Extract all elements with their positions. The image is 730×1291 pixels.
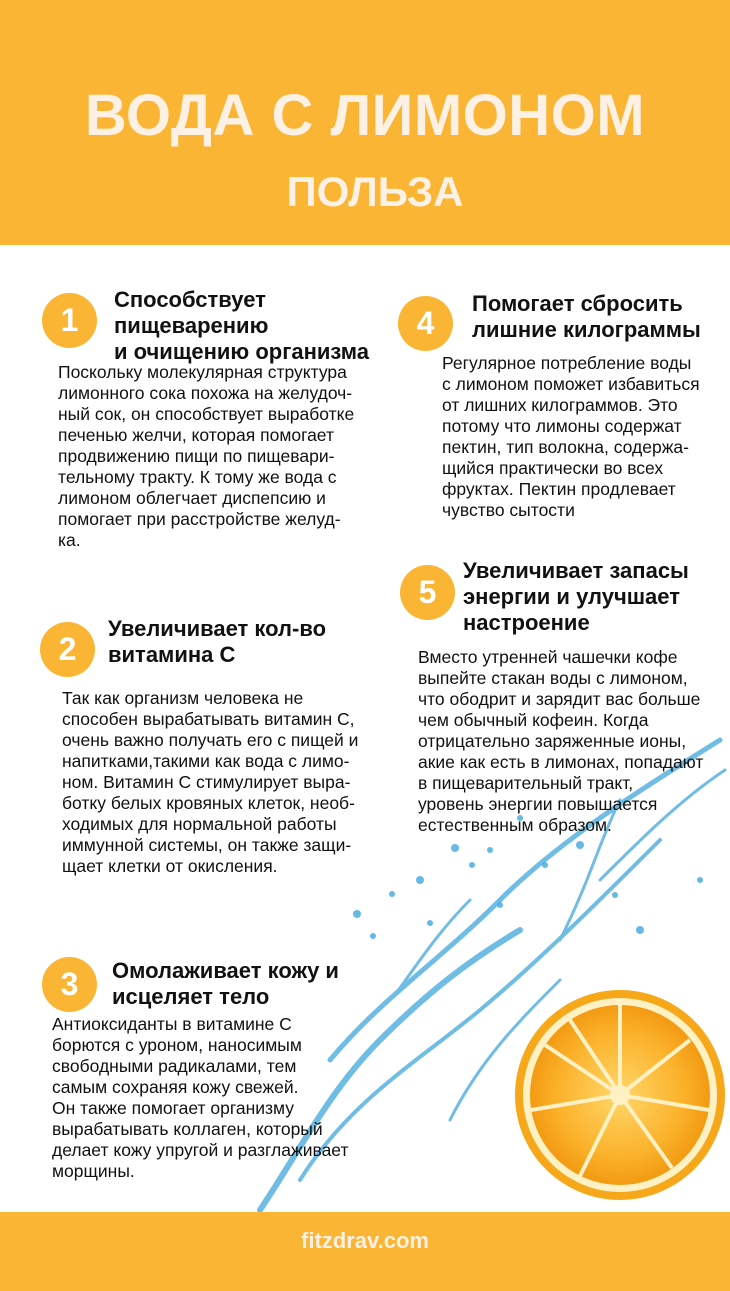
item-2-heading: Увеличивает кол-во витамина С: [108, 616, 327, 667]
item-4-heading: Помогает сбросить лишние килограммы: [472, 291, 701, 342]
step-number-4: 4: [398, 296, 453, 351]
item-3-heading: Омолаживает кожу и исцеляет тело: [112, 958, 339, 1009]
step-number-5: 5: [400, 565, 455, 620]
page-title: ВОДА С ЛИМОНОМ: [84, 83, 646, 148]
item-5-text: Вместо утренней чашечки кофе выпейте стакан воды с лимоном, что ободрит и зарядит вас больше чем обычный кофеин. Когда отрицательно заряженные ионы, акие как есть в лимонах, попадают в пищеварительный тракт, уровень энергии повышается естественным образом.: [418, 647, 704, 835]
item-5-heading: Увеличивает запасы энергии и улучшает настроение: [463, 558, 689, 635]
step-number-2: 2: [40, 622, 95, 677]
site-link[interactable]: fitzdrav.com: [301, 1228, 429, 1253]
item-4-text: Регулярное потребление воды с лимоном поможет избавиться от лишних килограммов. Это потому что лимоны содержат пектин, тип волокна, содержа- щийся практически во всех фруктах. Пектин продлевает чувство сытости: [442, 353, 700, 520]
step-number-1: 1: [42, 293, 97, 348]
item-1-text: Поскольку молекулярная структура лимонного сока похожа на желудоч- ный сок, он способствует выработке печенью желчи, которая помогает продвижению пищи по пищевари- тельному тракту. К тому же вода с лимоном облегчает диспепсию и помогает при расстройстве желуд- ка.: [58, 362, 355, 550]
lemon-slice-icon: [515, 990, 725, 1200]
step-number-3: 3: [42, 957, 97, 1012]
page-subtitle: ПОЛЬЗА: [286, 168, 464, 215]
item-2-text: Так как организм человека не способен вырабатывать витамин С, очень важно получать его с пищей и напитками,такими как вода с лимо- ном. Витамин С стимулирует выра- ботку белых кровяных клеток, необ- ходимых для нормальной работы иммунной системы, он также защи- щает клетки от окисления.: [62, 688, 359, 876]
item-1-heading: Способствует пищеварению и очищению организма: [114, 287, 370, 364]
item-3-text: Антиоксиданты в витамине С борются с уроном, наносимым свободными радикалами, тем самым сохраняя кожу свежей. Он также помогает организму вырабатывать коллаген, который делает кожу упругой и разглаживает морщины.: [52, 1014, 349, 1181]
